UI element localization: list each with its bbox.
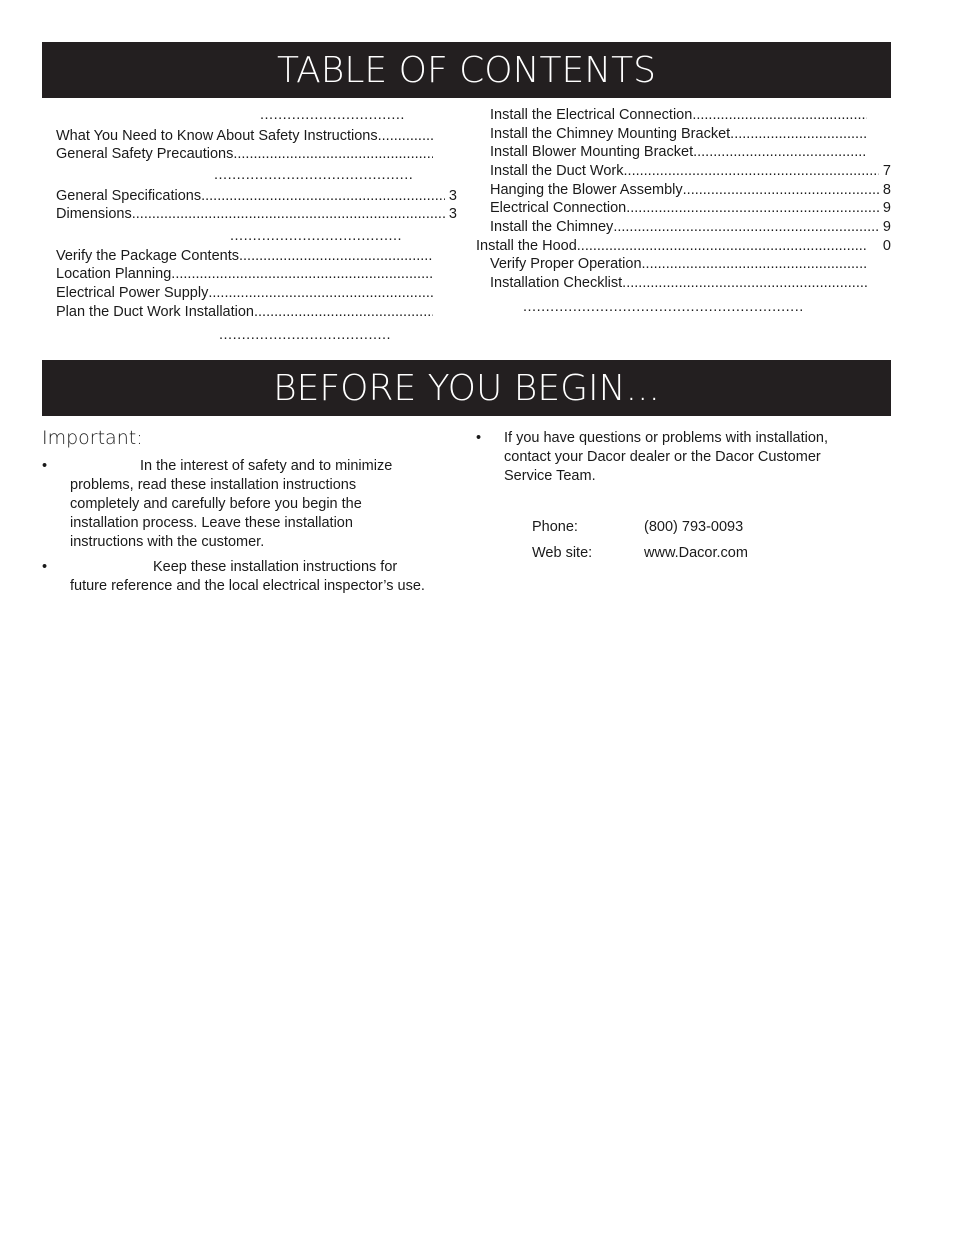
toc-entry[interactable]: Dimensions ..... 3 — [56, 205, 457, 223]
toc-entry[interactable]: What You Need to Know About Safety Instructions ..... — [56, 127, 445, 145]
before-you-begin-title: BEFORE YOU BEGIN... — [273, 367, 660, 409]
toc-entry[interactable]: Verify the Package Contents ..... — [56, 247, 445, 265]
website-label: Web site: — [532, 545, 593, 561]
phone-label: Phone: — [532, 519, 578, 535]
toc-entry[interactable]: Install the Duct Work ..... 7 — [490, 162, 891, 180]
toc-entry[interactable]: Install the Chimney Mounting Bracket ..... — [490, 125, 879, 143]
toc-section-leader: ............................................ — [214, 167, 414, 183]
bullet-keep-instructions: • Keep these installation instructions for future reference and the local electrical inspector’s use. — [42, 559, 425, 594]
website-link[interactable]: www.Dacor.com — [644, 545, 748, 561]
bullet-safety: • In the interest of safety and to minimize problems, read these installation instructions completely and carefully before you begin the installation process. Leave these installation instructions with the customer. — [42, 458, 393, 550]
toc-entry[interactable]: Install the Electrical Connection ..... — [490, 106, 879, 124]
bullet-marker: • — [476, 430, 482, 446]
phone-number[interactable]: (800) 793-0093 — [644, 519, 744, 535]
toc-entry[interactable]: Electrical Connection ..... 9 — [490, 199, 891, 217]
toc-section-leader: .............................................................. — [523, 299, 804, 315]
important-heading: Important: — [42, 427, 143, 449]
toc-section-leader: ...................................... — [230, 228, 403, 244]
toc-header — [42, 42, 891, 98]
before-you-begin-header — [42, 360, 891, 416]
toc-entry[interactable]: Plan the Duct Work Installation ..... — [56, 303, 445, 321]
toc-entry-hood[interactable]: Install the Hood ..... 0 — [476, 237, 891, 255]
toc-entry[interactable]: General Specifications ..... 3 — [56, 187, 457, 205]
bullet-marker: • — [42, 458, 48, 474]
toc-entry[interactable]: Install the Chimney ..... 9 — [490, 218, 891, 236]
toc-entry[interactable]: Installation Checklist ..... — [490, 274, 879, 292]
bullet-marker: • — [42, 559, 48, 575]
toc-entry[interactable]: Install Blower Mounting Bracket ..... — [490, 143, 879, 161]
toc-entry[interactable]: Electrical Power Supply ..... — [56, 284, 445, 302]
toc-entry[interactable]: Verify Proper Operation ..... — [490, 255, 879, 273]
toc-title: TABLE OF CONTENTS — [276, 49, 657, 91]
toc-entry[interactable]: Location Planning ..... — [56, 265, 445, 283]
toc-section-leader: ...................................... — [219, 327, 392, 343]
toc-section-leader: ................................ — [260, 107, 405, 123]
toc-entry[interactable]: General Safety Precautions ..... — [56, 145, 445, 163]
toc-entry[interactable]: Hanging the Blower Assembly ..... 8 — [490, 181, 891, 199]
bullet-questions: • If you have questions or problems with installation, contact your Dacor dealer or the Dacor Customer Service Team. — [476, 430, 829, 484]
